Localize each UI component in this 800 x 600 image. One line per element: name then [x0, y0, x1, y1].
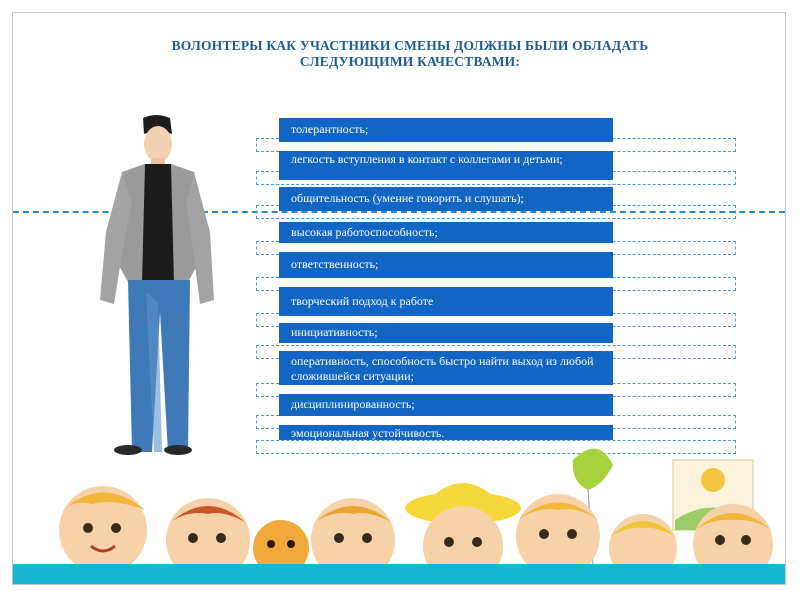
- man-illustration: [88, 112, 238, 462]
- slide-title: [120, 38, 700, 70]
- quality-item: легкость вступления в контакт с коллегами и детьми;: [279, 151, 613, 180]
- quality-item: высокая работоспособность;: [279, 222, 613, 243]
- quality-item: дисциплинированность;: [279, 394, 613, 416]
- title-line-2: СЛЕДУЮЩИМИ КАЧЕСТВАМИ:: [299, 54, 521, 69]
- quality-item: творческий подход к работе: [279, 287, 613, 316]
- quality-item: оперативность, способность быстро найти выход из любой сложившейся ситуации;: [279, 351, 613, 385]
- quality-item: эмоциональная устойчивость.: [279, 425, 613, 440]
- quality-item: толерантность;: [279, 118, 613, 142]
- quality-item: инициативность;: [279, 323, 613, 343]
- quality-item: общительность (умение говорить и слушать);: [279, 187, 613, 211]
- quality-item: ответственность;: [279, 252, 613, 278]
- title-line-1: ВОЛОНТЕРЫ КАК УЧАСТНИКИ СМЕНЫ ДОЛЖНЫ БЫЛИ ОБЛАДАТЬ: [171, 38, 649, 53]
- bottom-bar: [13, 564, 785, 584]
- kids-illustration: [13, 440, 785, 564]
